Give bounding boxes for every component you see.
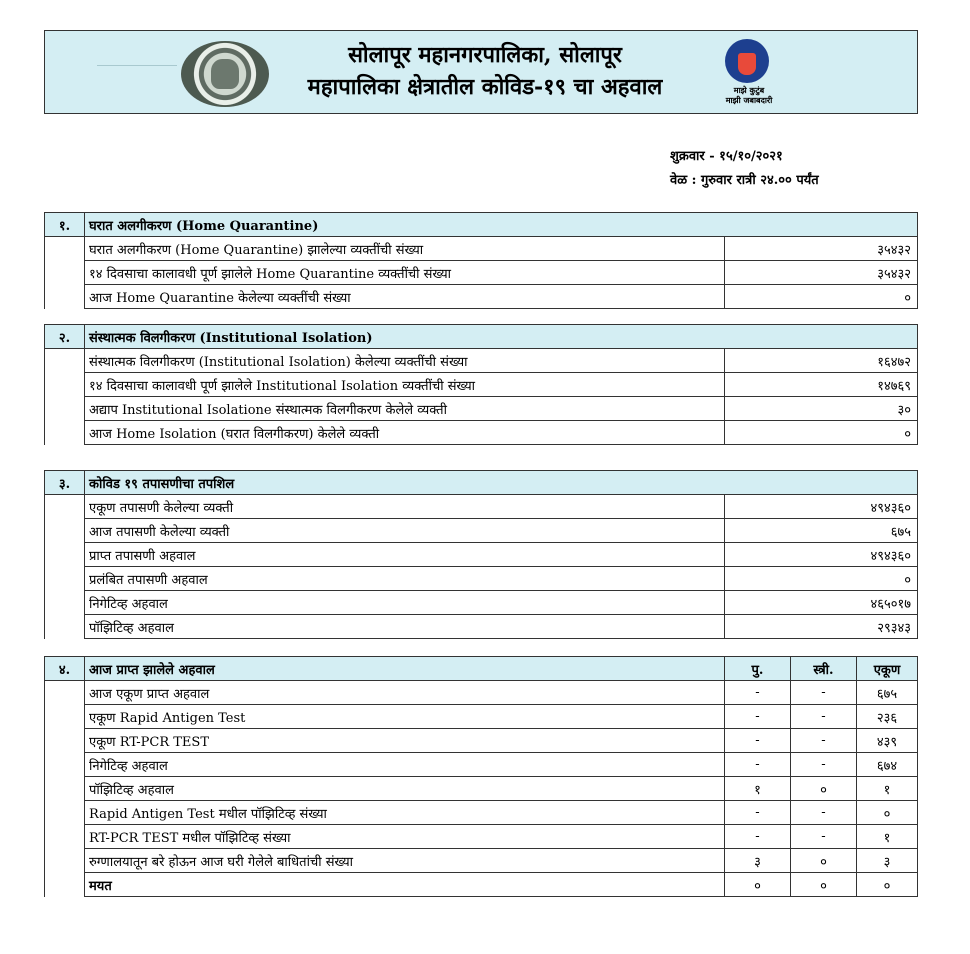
row-male: - [725, 705, 791, 729]
logo-caption-1: माझे कुटुंब [733, 85, 765, 95]
row-label: एकूण तपासणी केलेल्या व्यक्ती [85, 495, 725, 519]
row-label: प्रलंबित तपासणी अहवाल [85, 567, 725, 591]
table-row [45, 421, 918, 445]
row-female: ० [791, 849, 857, 873]
row-female: - [791, 681, 857, 705]
section-number: ४. [45, 657, 85, 681]
section-number: १. [45, 213, 85, 237]
row-female: ० [791, 873, 857, 897]
section-title: घरात अलगीकरण (Home Quarantine) [85, 213, 918, 237]
row-female: - [791, 801, 857, 825]
row-label: आज तपासणी केलेल्या व्यक्ती [85, 519, 725, 543]
row-value: ३५४३२ [725, 261, 918, 285]
table-row [45, 615, 918, 639]
section-institutional-isolation [44, 324, 918, 445]
table-row [45, 849, 918, 873]
column-header-female: स्त्री. [791, 657, 857, 681]
row-value: ० [725, 567, 918, 591]
row-value: ० [725, 421, 918, 445]
row-label: पॉझिटिव्ह अहवाल [85, 615, 725, 639]
table-row [45, 753, 918, 777]
row-label: पॉझिटिव्ह अहवाल [85, 777, 725, 801]
row-label: एकूण RT-PCR TEST [85, 729, 725, 753]
report-banner [44, 30, 918, 114]
report-title: महापालिका क्षेत्रातील कोविड-१९ चा अहवाल [307, 74, 663, 100]
row-male: ० [725, 873, 791, 897]
table-row [45, 349, 918, 373]
row-label: आज एकूण प्राप्त अहवाल [85, 681, 725, 705]
row-male: - [725, 681, 791, 705]
row-value: ३५४३२ [725, 237, 918, 261]
row-label: Rapid Antigen Test मधील पॉझिटिव्ह संख्या [85, 801, 725, 825]
row-female: ० [791, 777, 857, 801]
row-value: १६४७२ [725, 349, 918, 373]
section-home-quarantine [44, 212, 918, 309]
row-label: अद्याप Institutional Isolatione संस्थात्मक विलगीकरण केलेले व्यक्ती [85, 397, 725, 421]
table-row [45, 801, 918, 825]
row-female: - [791, 753, 857, 777]
row-value: २९३४३ [725, 615, 918, 639]
row-total: १ [857, 777, 918, 801]
row-male: - [725, 753, 791, 777]
logo-caption-2: माझी जबाबदारी [725, 95, 773, 105]
row-total: २३६ [857, 705, 918, 729]
row-value: ४९४३६० [725, 543, 918, 567]
report-date: शुक्रवार - १५/१०/२०२१ [670, 149, 783, 164]
row-value: ३० [725, 397, 918, 421]
row-female: - [791, 705, 857, 729]
row-male: - [725, 729, 791, 753]
row-label: १४ दिवसाचा कालावधी पूर्ण झालेले Institutional Isolation व्यक्तींची संख्या [85, 373, 725, 397]
row-label: प्राप्त तपासणी अहवाल [85, 543, 725, 567]
municipal-seal-icon [181, 41, 269, 107]
decorative-line [97, 65, 177, 66]
table-row [45, 591, 918, 615]
row-value: ६७५ [725, 519, 918, 543]
row-label: संस्थात्मक विलगीकरण (Institutional Isolation) केलेल्या व्यक्तींची संख्या [85, 349, 725, 373]
row-label: आज Home Isolation (घरात विलगीकरण) केलेले व्यक्ती [85, 421, 725, 445]
row-female: - [791, 825, 857, 849]
table-row [45, 681, 918, 705]
section-number: ३. [45, 471, 85, 495]
row-value: ० [725, 285, 918, 309]
table-row [45, 543, 918, 567]
table-row [45, 495, 918, 519]
section-title: संस्थात्मक विलगीकरण (Institutional Isolation) [85, 325, 918, 349]
table-row [45, 705, 918, 729]
section-today-reports [44, 656, 918, 897]
row-value: १४७६९ [725, 373, 918, 397]
row-total: ४३९ [857, 729, 918, 753]
section-title: कोविड १९ तपासणीचा तपशिल [85, 471, 918, 495]
table-row [45, 285, 918, 309]
table-row [45, 373, 918, 397]
row-label: १४ दिवसाचा कालावधी पूर्ण झालेले Home Quarantine व्यक्तींची संख्या [85, 261, 725, 285]
row-female: - [791, 729, 857, 753]
row-male: - [725, 825, 791, 849]
row-total: ३ [857, 849, 918, 873]
report-time: वेळ : गुरुवार रात्री २४.०० पर्यंत [670, 173, 819, 188]
row-label: आज Home Quarantine केलेल्या व्यक्तींची संख्या [85, 285, 725, 309]
row-total: ६७५ [857, 681, 918, 705]
row-male: - [725, 801, 791, 825]
row-total: १ [857, 825, 918, 849]
row-total: ० [857, 801, 918, 825]
corporation-title: सोलापूर महानगरपालिका, सोलापूर [348, 42, 622, 68]
column-header-male: पु. [725, 657, 791, 681]
section-number: २. [45, 325, 85, 349]
row-total: ० [857, 873, 918, 897]
section-title: आज प्राप्त झालेले अहवाल [85, 657, 725, 681]
campaign-logo-mark [725, 39, 769, 83]
row-label: निगेटिव्ह अहवाल [85, 753, 725, 777]
row-total: ६७४ [857, 753, 918, 777]
table-row [45, 567, 918, 591]
table-row [45, 873, 918, 897]
table-row [45, 777, 918, 801]
row-label: रुग्णालयातून बरे होऊन आज घरी गेलेले बाधितांची संख्या [85, 849, 725, 873]
row-male: ३ [725, 849, 791, 873]
campaign-logo-icon [717, 39, 781, 111]
row-value: ४६५०१७ [725, 591, 918, 615]
row-male: १ [725, 777, 791, 801]
column-header-total: एकूण [857, 657, 918, 681]
row-label: निगेटिव्ह अहवाल [85, 591, 725, 615]
section-testing-details [44, 470, 918, 639]
row-value: ४९४३६० [725, 495, 918, 519]
table-row [45, 237, 918, 261]
row-label: एकूण Rapid Antigen Test [85, 705, 725, 729]
table-row [45, 519, 918, 543]
table-row [45, 397, 918, 421]
table-row [45, 261, 918, 285]
table-row [45, 729, 918, 753]
row-label: घरात अलगीकरण (Home Quarantine) झालेल्या व्यक्तींची संख्या [85, 237, 725, 261]
table-row [45, 825, 918, 849]
row-label: RT-PCR TEST मधील पॉझिटिव्ह संख्या [85, 825, 725, 849]
row-label: मयत [85, 873, 725, 897]
